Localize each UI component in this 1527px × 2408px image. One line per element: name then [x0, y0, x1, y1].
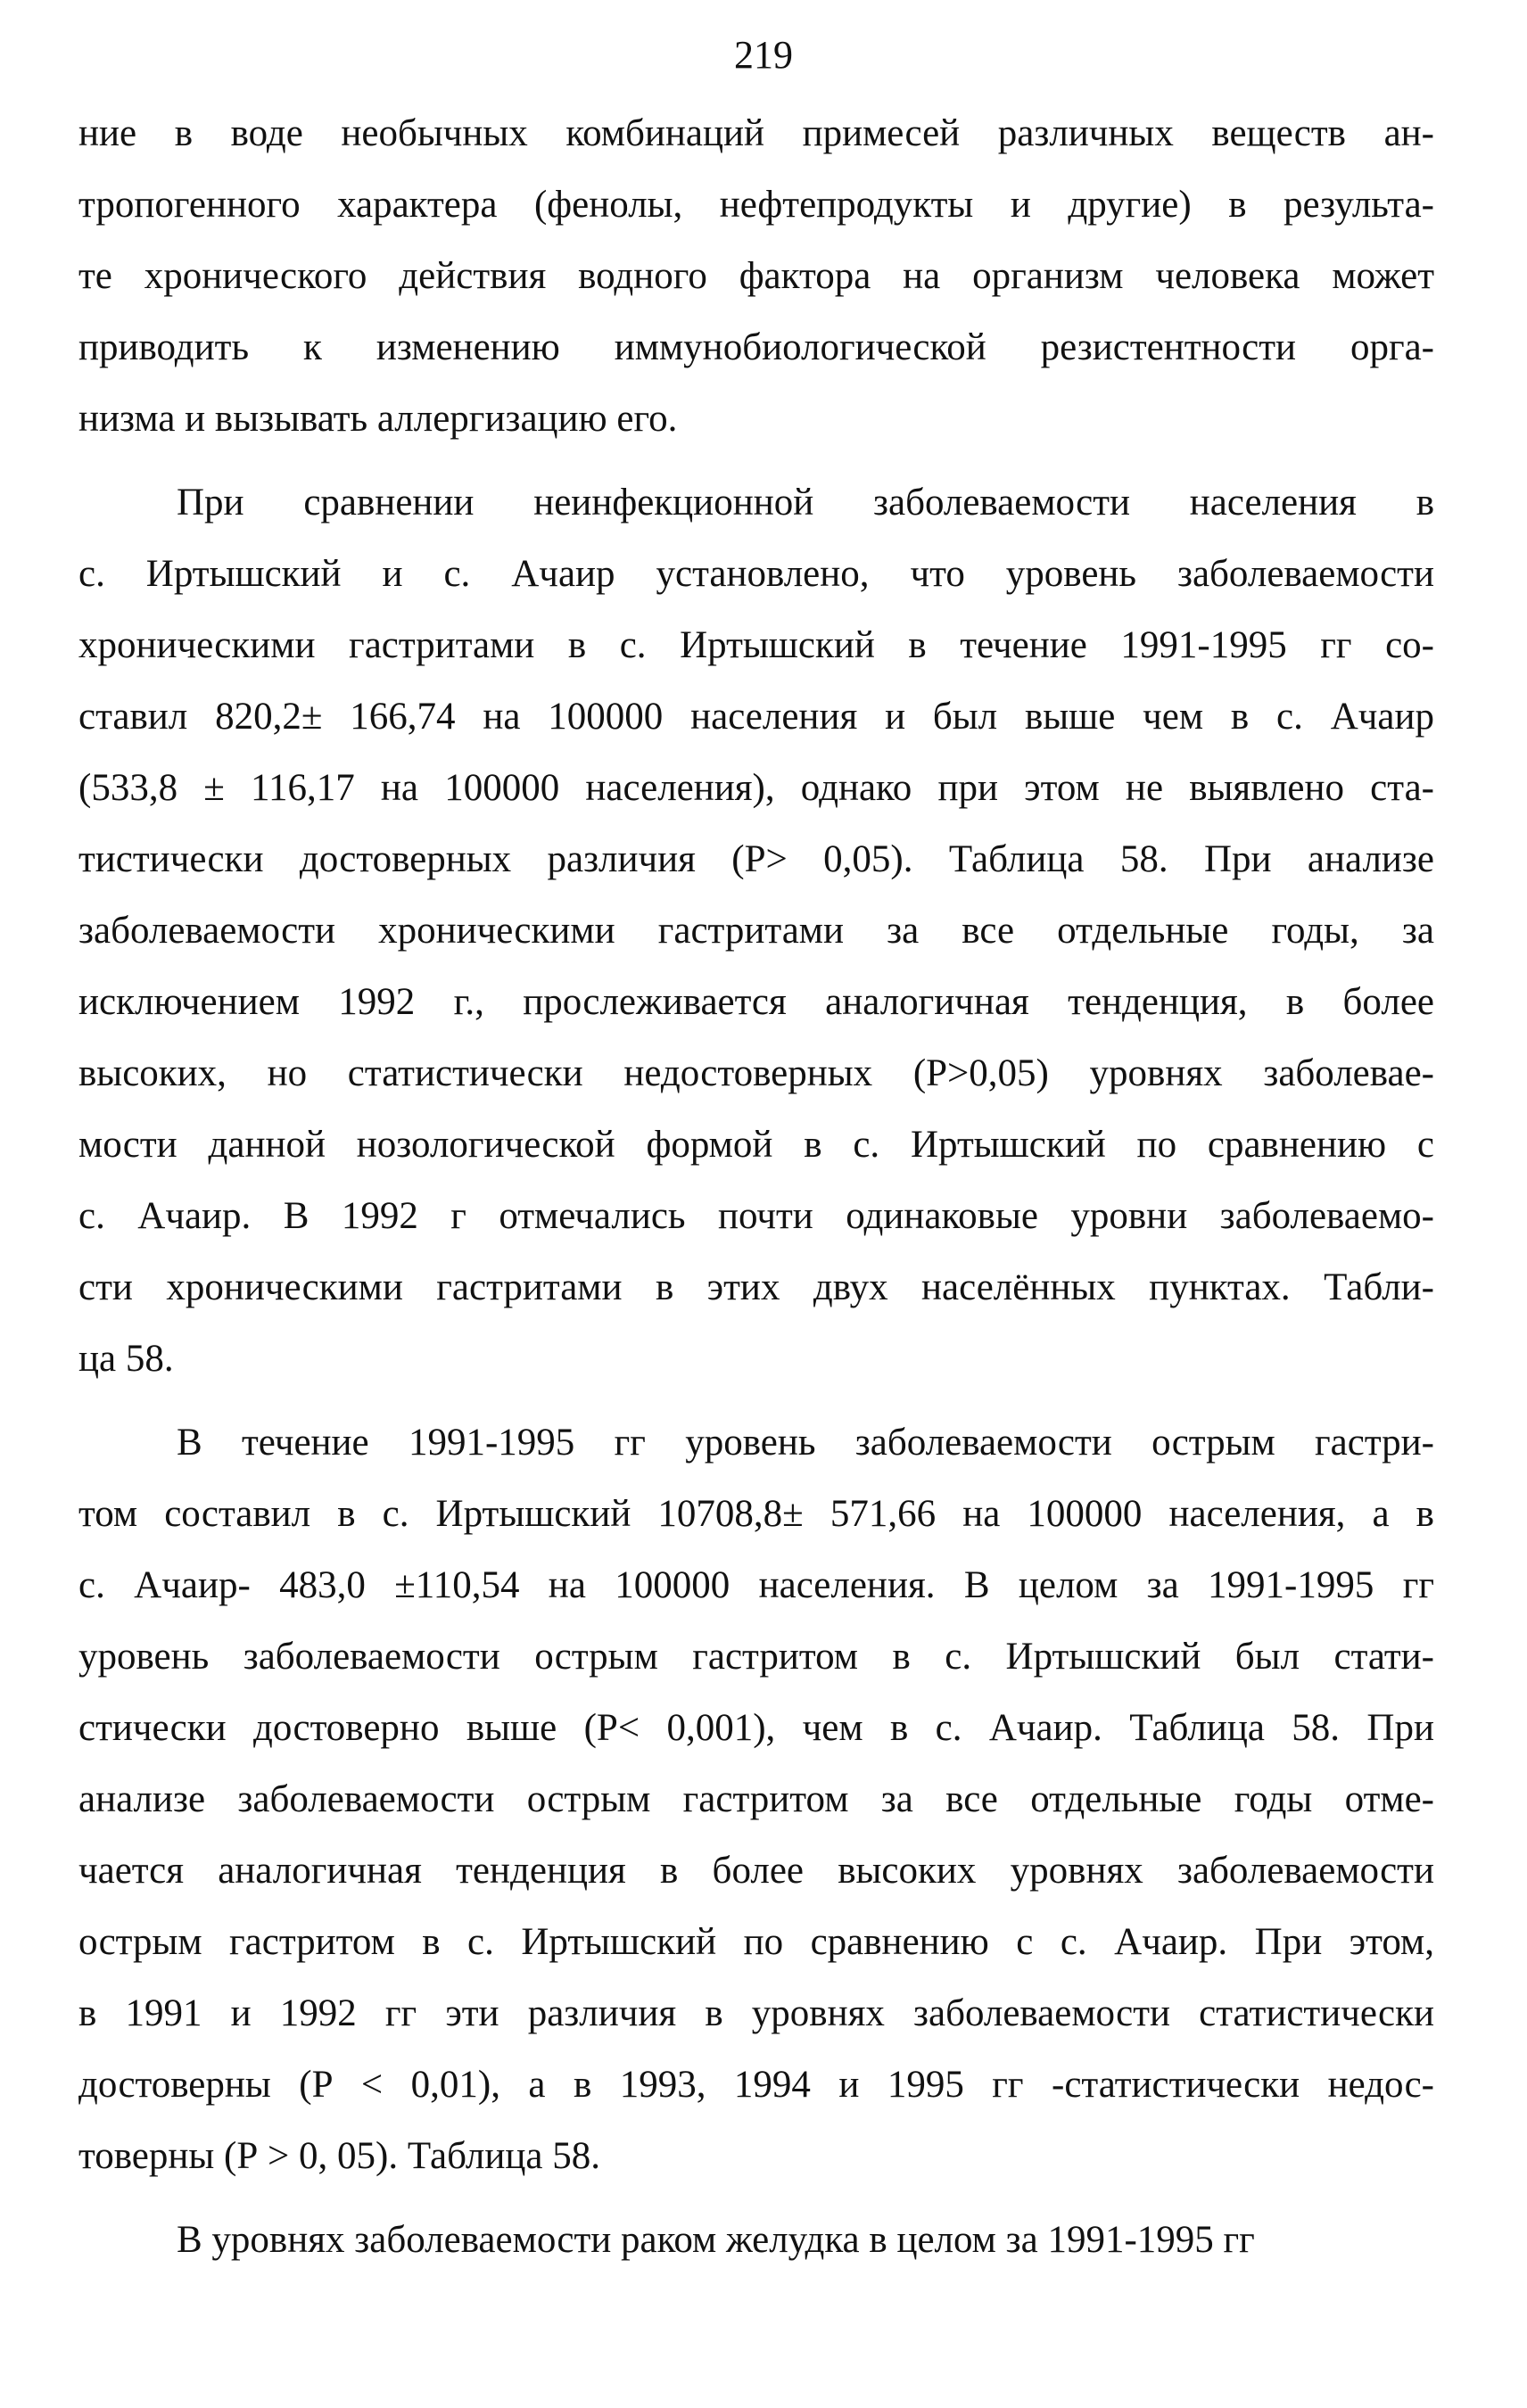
text-line: с. Иртышский и с. Ачаир установлено, что уровень заболеваемости — [78, 553, 1434, 595]
text-line: те хронического действия водного фактора на организм человека может — [78, 255, 1434, 297]
text-line: При сравнении неинфекционной заболеваемости населения в — [177, 482, 1434, 524]
paragraph — [78, 467, 1434, 1395]
text-line: стически достоверно выше (Р< 0,001), чем в с. Ачаир. Таблица 58. При — [78, 1707, 1434, 1749]
document-body — [78, 98, 1434, 2276]
text-line: (533,8 ± 116,17 на 100000 населения), однако при этом не выявлено ста- — [78, 767, 1434, 809]
text-line: ставил 820,2± 166,74 на 100000 населения и был выше чем в с. Ачаир — [78, 696, 1434, 738]
text-line: ца 58. — [78, 1338, 174, 1380]
text-line: чается аналогичная тенденция в более высоких уровнях заболеваемости — [78, 1850, 1434, 1892]
paragraph — [78, 2205, 1434, 2276]
text-line: ние в воде необычных комбинаций примесей различных веществ ан- — [78, 112, 1434, 154]
paragraph-spacer — [78, 2192, 1434, 2205]
text-line: сти хроническими гастритами в этих двух населённых пунктах. Табли- — [78, 1266, 1434, 1308]
paragraph-spacer — [78, 1395, 1434, 1407]
text-line: заболеваемости хроническими гастритами за все отдельные годы, за — [78, 910, 1434, 952]
text-line: высоких, но статистически недостоверных (Р>0,05) уровнях заболевае- — [78, 1052, 1434, 1094]
text-line: товерны (Р > 0, 05). Таблица 58. — [78, 2135, 600, 2177]
text-line: В течение 1991-1995 гг уровень заболеваемости острым гастри- — [177, 1422, 1434, 1464]
text-line: том составил в с. Иртышский 10708,8± 571,66 на 100000 населения, а в — [78, 1493, 1434, 1535]
text-line: в 1991 и 1992 гг эти различия в уровнях заболеваемости статистически — [78, 1992, 1434, 2034]
text-line: с. Ачаир- 483,0 ±110,54 на 100000 населения. В целом за 1991-1995 гг — [78, 1564, 1434, 1606]
text-line: тистически достоверных различия (Р> 0,05). Таблица 58. При анализе — [78, 838, 1434, 880]
paragraph — [78, 98, 1434, 455]
text-line: В уровнях заболеваемости раком желудка в целом за 1991-1995 гг — [177, 2219, 1255, 2261]
text-line: острым гастритом в с. Иртышский по сравнению с с. Ачаир. При этом, — [78, 1921, 1434, 1963]
text-line: приводить к изменению иммунобиологической резистентности орга- — [78, 326, 1434, 368]
text-line: достоверны (Р < 0,01), а в 1993, 1994 и 1995 гг -статистически недос- — [78, 2064, 1434, 2106]
text-line: уровень заболеваемости острым гастритом в с. Иртышский был стати- — [78, 1636, 1434, 1678]
text-line: мости данной нозологической формой в с. Иртышский по сравнению с — [78, 1124, 1434, 1166]
paragraph — [78, 1407, 1434, 2192]
text-line: тропогенного характера (фенолы, нефтепродукты и другие) в результа- — [78, 184, 1434, 226]
text-line: хроническими гастритами в с. Иртышский в течение 1991-1995 гг со- — [78, 624, 1434, 666]
page-number: 219 — [734, 33, 793, 77]
text-line: исключением 1992 г., прослеживается аналогичная тенденция, в более — [78, 981, 1434, 1023]
text-line: низма и вызывать аллергизацию его. — [78, 398, 678, 440]
text-line: анализе заболеваемости острым гастритом за все отдельные годы отме- — [78, 1778, 1434, 1820]
paragraph-spacer — [78, 455, 1434, 467]
text-line: с. Ачаир. В 1992 г отмечались почти одинаковые уровни заболеваемо- — [78, 1195, 1434, 1237]
